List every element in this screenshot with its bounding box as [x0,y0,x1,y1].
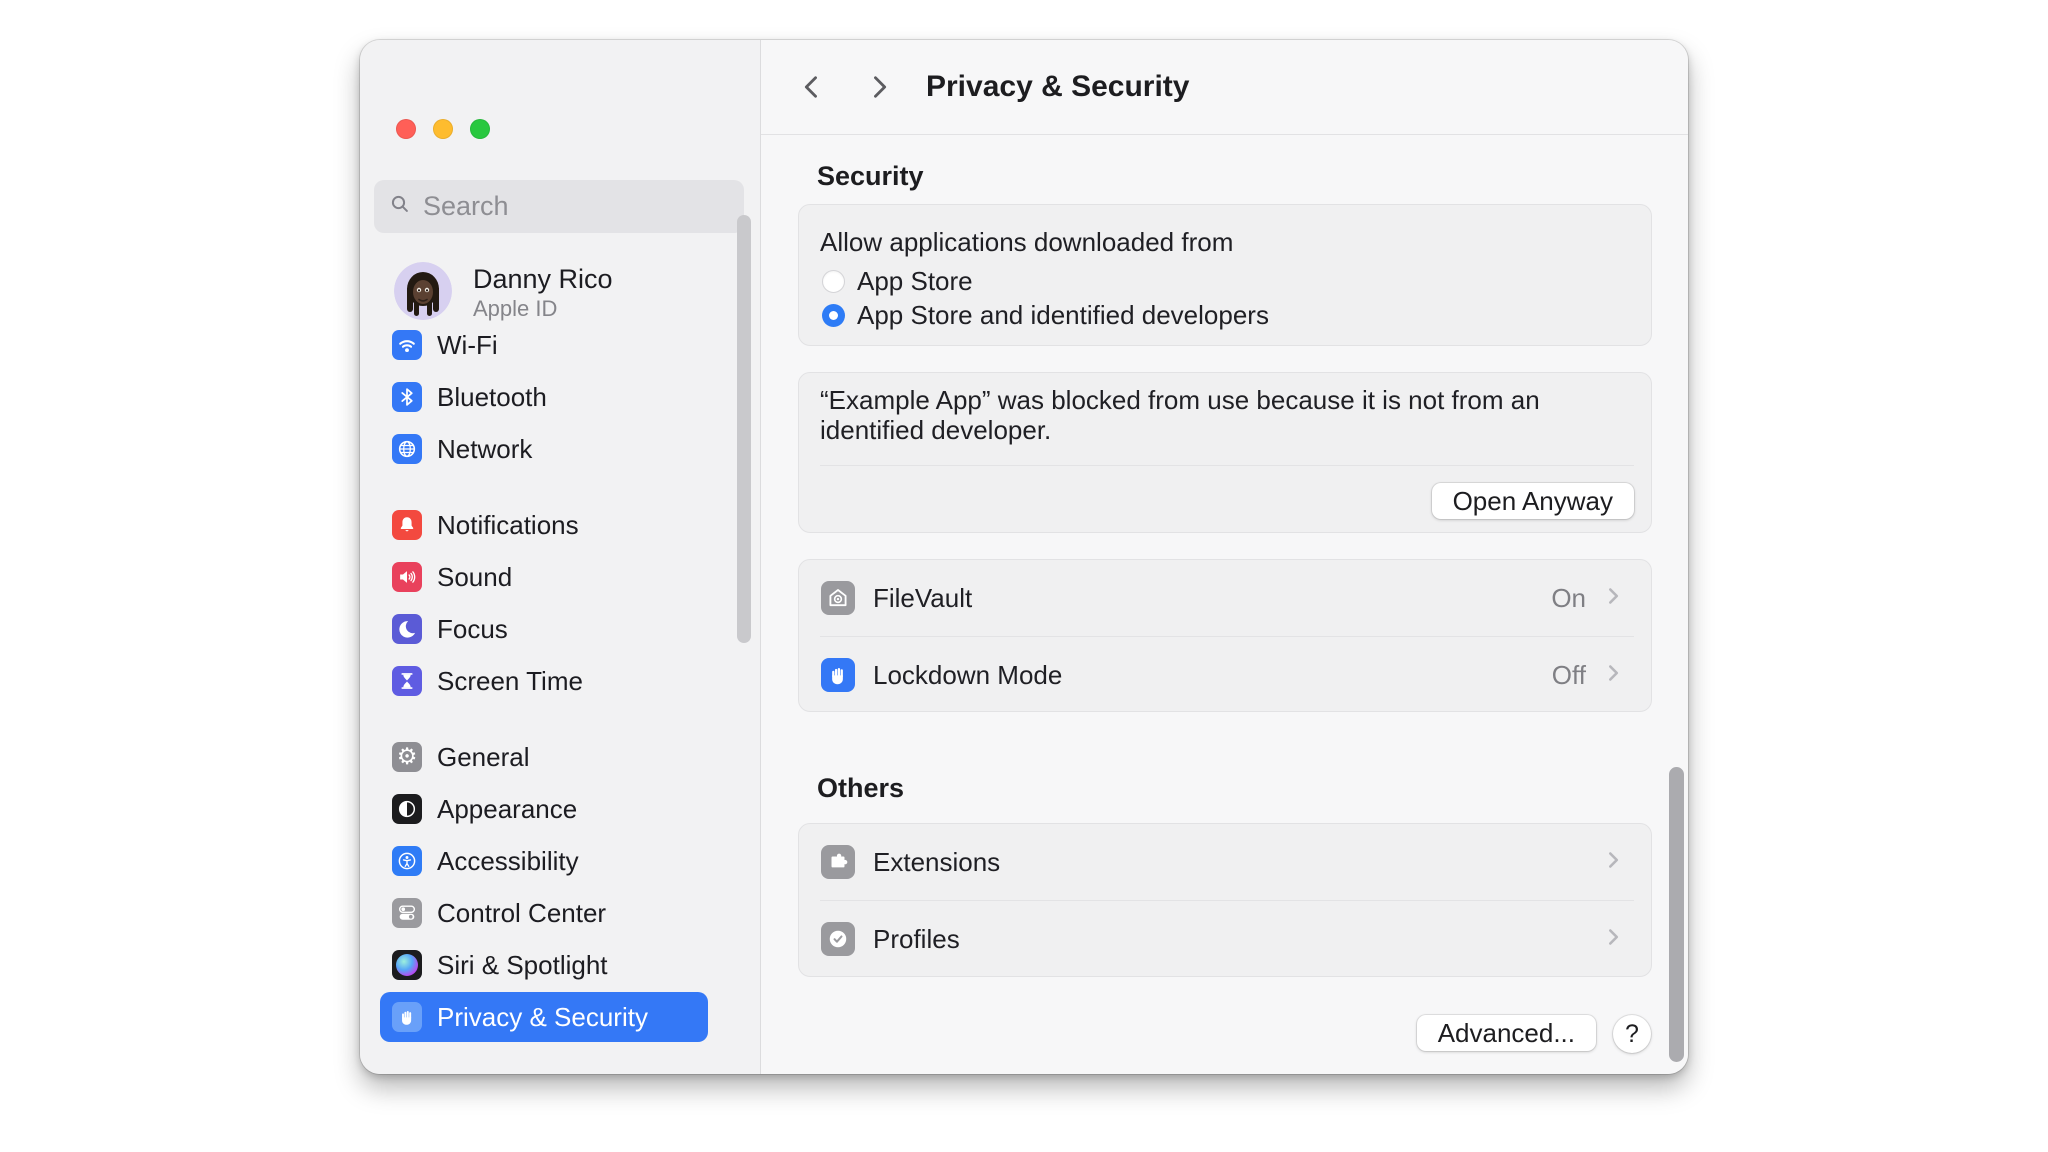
sidebar-item-label: General [437,741,530,772]
sidebar-item-label: Bluetooth [437,381,547,412]
sidebar-item-label: Accessibility [437,845,579,876]
chevron-right-icon [1600,847,1626,878]
sidebar-item-label: Control Center [437,897,607,928]
radio-selected-icon[interactable] [822,304,845,327]
sidebar-item-label: Notifications [437,509,579,540]
moon-icon [392,614,422,644]
sidebar-item-wifi[interactable] [380,320,708,370]
filevault-value: On [1551,582,1586,613]
speaker-icon [392,562,422,592]
chevron-right-icon [1600,924,1626,955]
others-heading: Others [817,773,905,803]
sidebar-item-accessibility[interactable] [380,836,708,886]
sidebar-item-screen-time[interactable] [380,656,708,706]
blocked-message-line1: “Example App” was blocked from use because it is not from an [820,385,1540,415]
sidebar-item-label: Privacy & Security [437,1001,648,1032]
back-button[interactable] [792,67,832,107]
chevron-right-icon [1600,583,1626,614]
main-header [761,40,1688,135]
radio-unselected-icon[interactable] [822,270,845,293]
hand-icon [821,658,855,692]
wifi-icon [392,330,422,360]
extensions-row[interactable]: Extensions [799,824,1651,900]
advanced-button[interactable]: Advanced... [1417,1015,1596,1051]
toggles-icon [392,898,422,928]
allow-applications-card [798,204,1652,346]
sidebar-item-bluetooth[interactable] [380,372,708,422]
apple-id-profile[interactable] [360,260,760,324]
sidebar-item-notifications[interactable] [380,500,708,550]
search-icon [388,192,412,221]
security-heading: Security [817,161,924,191]
profile-seal-icon [821,922,855,956]
sidebar-item-label: Wi-Fi [437,329,498,360]
appearance-icon [392,794,422,824]
profile-subtitle: Apple ID [473,296,558,321]
zoom-window-button[interactable] [470,119,490,139]
profile-name: Danny Rico [473,264,613,294]
lockdown-mode-value: Off [1551,659,1586,690]
close-window-button[interactable] [396,119,416,139]
radio-option-app-store[interactable]: App Store [822,267,973,295]
sidebar [360,40,761,1074]
sidebar-item-label: Screen Time [437,665,583,696]
filevault-row[interactable]: FileVault On [799,560,1651,636]
divider [820,465,1634,466]
blocked-app-card [798,372,1652,533]
globe-icon [392,434,422,464]
open-anyway-button[interactable]: Open Anyway [1432,483,1634,519]
sidebar-item-label: Siri & Spotlight [437,949,608,980]
sidebar-item-label: Appearance [437,793,578,824]
main-panel [761,40,1688,1074]
forward-button[interactable] [859,67,899,107]
main-scrollbar[interactable] [1669,767,1684,1062]
page-title: Privacy & Security [926,70,1190,103]
blocked-message-line2: identified developer. [820,415,1052,445]
gear-icon: ⚙ [392,742,422,772]
allow-applications-label: Allow applications downloaded from [820,227,1234,257]
sidebar-item-siri-spotlight[interactable] [380,940,708,990]
sidebar-item-focus[interactable] [380,604,708,654]
sidebar-item-label: Network [437,433,533,464]
sidebar-item-control-center[interactable] [380,888,708,938]
others-card [798,823,1652,977]
system-settings-window [360,40,1688,1074]
search-placeholder: Search [423,191,509,221]
hand-icon [392,1002,422,1032]
hourglass-icon [392,666,422,696]
siri-icon [392,950,422,980]
bluetooth-icon [392,382,422,412]
sidebar-item-general[interactable] [380,732,708,782]
sidebar-item-sound[interactable] [380,552,708,602]
sidebar-scrollbar[interactable] [737,215,751,643]
profiles-row[interactable]: Profiles [799,901,1651,977]
sidebar-item-network[interactable] [380,424,708,474]
avatar [394,262,452,320]
search-input[interactable] [374,180,744,233]
lockdown-mode-row[interactable]: Lockdown Mode Off [799,637,1651,713]
puzzle-icon [821,845,855,879]
sidebar-item-appearance[interactable] [380,784,708,834]
bell-icon [392,510,422,540]
minimize-window-button[interactable] [433,119,453,139]
sidebar-item-label: Sound [437,561,513,592]
chevron-right-icon [1600,660,1626,691]
radio-option-app-store-identified[interactable]: App Store and identified developers [822,301,1269,329]
sidebar-item-label: Focus [437,613,508,644]
accessibility-icon [392,846,422,876]
sidebar-item-privacy-security[interactable] [380,992,708,1042]
security-rows-card [798,559,1652,712]
help-button[interactable]: ? [1613,1015,1651,1053]
filevault-icon [821,581,855,615]
